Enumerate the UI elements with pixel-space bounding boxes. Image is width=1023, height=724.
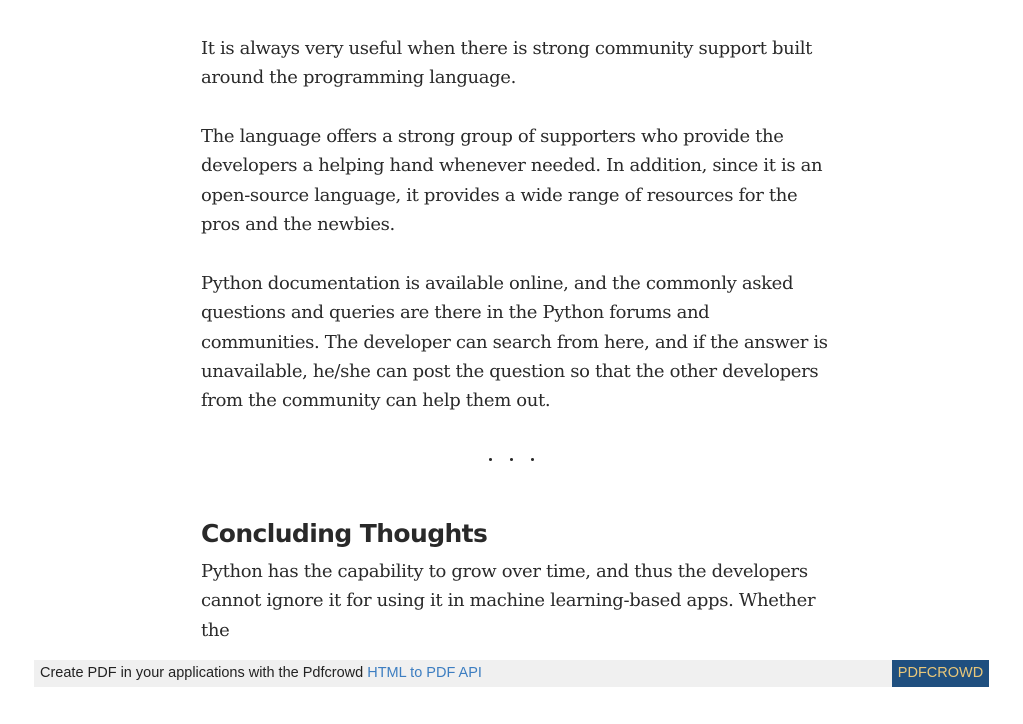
article-paragraph: The language offers a strong group of supporters who provide the developers a helping hand whenever needed. In addition, since it is an open-source language, it provides a wide range of resources for the pros and the newbies.: [201, 126, 823, 235]
separator-dot: [489, 458, 492, 461]
footer-text: [40, 665, 482, 681]
separator-dot: [531, 458, 534, 461]
article-paragraph: Python documentation is available online, and the commonly asked questions and queries are there in the Python forums and communities. The developer can search from here, and if the answer is unavailable, he/she can post the question so that the other developers from the community can help them out.: [201, 273, 828, 412]
section-heading: Concluding Thoughts: [201, 519, 488, 548]
pdfcrowd-footer: [34, 660, 989, 687]
pdfcrowd-brand-button[interactable]: PDFCROWD: [892, 660, 989, 687]
article-paragraph: Python has the capability to grow over time, and thus the developers cannot ignore it for using it in machine learning-based apps. Whether the: [201, 561, 816, 641]
article-paragraph: It is always very useful when there is strong community support built around the programming language.: [201, 38, 813, 89]
separator-dot: [510, 458, 513, 461]
footer-message: Create PDF in your applications with the Pdfcrowd: [40, 665, 368, 681]
html-to-pdf-api-link[interactable]: HTML to PDF API: [367, 665, 482, 681]
